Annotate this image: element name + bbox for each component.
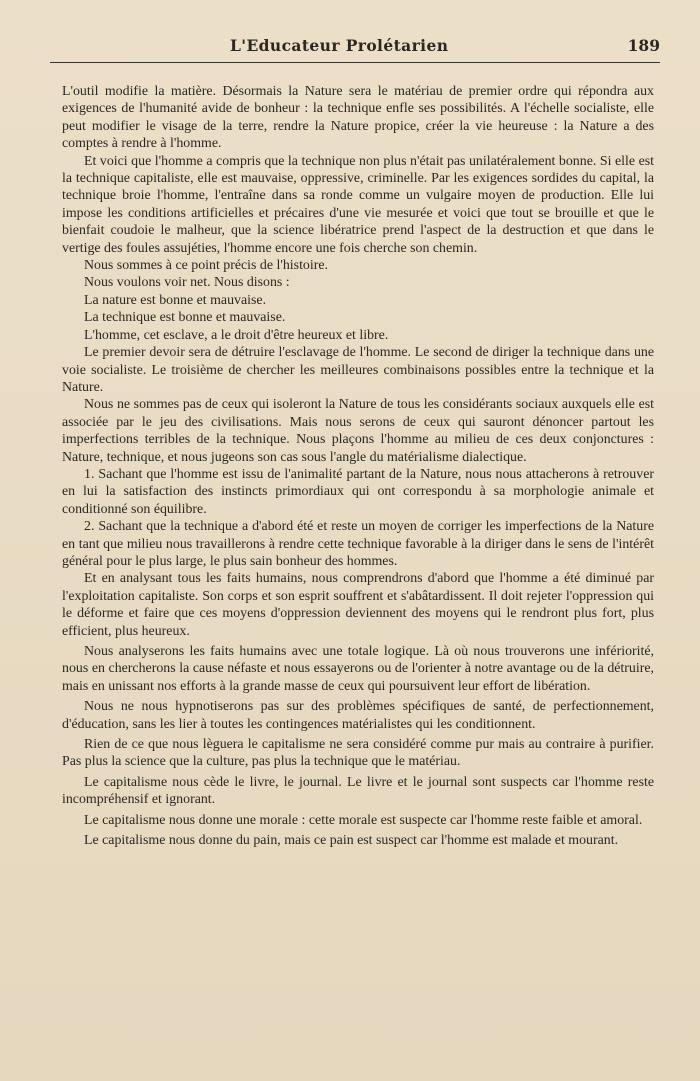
page-number: 189 <box>627 36 660 55</box>
running-title: L'Educateur Prolétarien <box>230 36 449 55</box>
body-text <box>62 83 654 849</box>
page-header <box>50 36 660 62</box>
paragraph: Rien de ce que nous lèguera le capitalisme ne sera considéré comme pur mais au contraire à purifier. Pas plus la science que la culture, pas plus la technique que le matériau. <box>62 737 654 770</box>
paragraph: 2. Sachant que la technique a d'abord été et reste un moyen de corriger les imperfections de la Nature en tant que milieu nous travaillerons à rendre cette technique favorable à la diriger dans le sens de l'intérêt général pour le plus large, le plus sain bonheur des hommes. <box>62 519 654 569</box>
paragraph: Le capitalisme nous donne une morale : cette morale est suspecte car l'homme reste faible et amoral. <box>84 812 643 828</box>
paragraph: 1. Sachant que l'homme est issu de l'animalité partant de la Nature, nous nous attacherons à retrouver en lui la satisfaction des instincts primordiaux qui ont correspondu à sa morphologie animale et conditionné son équilibre. <box>62 466 654 517</box>
paragraph: L'outil modifie la matière. Désormais la Nature sera le matériau de premier ordre qui répondra aux exigences de l'humanité avide de bonheur : la technique enfle ses possibilités. A l'échelle socialiste, elle peut modifier le visage de la terre, rendre la Nature propice, créer la vie heureuse : la Nature a des comptes à rendre à l'homme. <box>62 84 654 152</box>
paragraph: Nous voulons voir net. Nous disons : <box>84 275 290 291</box>
paragraph: Nous sommes à ce point précis de l'histoire. <box>84 258 328 274</box>
paragraph: Et en analysant tous les faits humains, nous comprendrons d'abord que l'homme a été diminué par l'exploitation capitaliste. Son corps et son esprit souffrent et s'abâtardissent. Il doit rejeter l'oppression qui le déforme et faire que ces moyens d'oppression deviennent des moyens qui le rendront plus fort, plus efficient, plus heureux. <box>62 571 654 639</box>
paragraph: La technique est bonne et mauvaise. <box>84 310 286 326</box>
header-rule <box>50 62 660 63</box>
paragraph: Le premier devoir sera de détruire l'esclavage de l'homme. Le second de diriger la technique dans une voie socialiste. Le troisième de chercher les meilleures combinaisons possibles entre la technique et la Nature. <box>62 345 654 395</box>
paragraph: L'homme, cet esclave, a le droit d'être heureux et libre. <box>84 327 389 343</box>
paragraph: Et voici que l'homme a compris que la technique non plus n'était pas unilatéralement bonne. Si elle est la technique capitaliste, elle est mauvaise, oppressive, criminelle. Par les exigences sordides du capital, la technique broie l'homme, l'entraîne dans sa ronde comme un vulgaire moyen de production. Elle lui impose les conditions artificielles et précaires d'une vie mesurée et voici que tout se brouille et que le bienfait coudoie le malheur, que la science libératrice prend l'aspect de la destruction et que dans le vertige des foules assujéties, l'homme encore une fois cherche son chemin. <box>62 153 654 256</box>
paragraph: Nous ne sommes pas de ceux qui isoleront la Nature de tous les considérants sociaux auxquels elle est associée par le jeu des civilisations. Mais nous serons de ceux qui sauront dénoncer partout les imperfections terribles de la technique. Nous plaçons l'homme au milieu de ces deux conjonctures : Nature, technique, et nous jugeons son cas sous l'angle du matérialisme dialectique. <box>62 397 654 465</box>
paragraph: La nature est bonne et mauvaise. <box>84 292 267 308</box>
paragraph: Nous analyserons les faits humains avec une totale logique. Là où nous trouverons une infériorité, nous en chercherons la cause néfaste et nous essayerons ou de l'orienter à notre avantage ou de la détruire, mais en unissant nos efforts à la grande masse de ceux qui poursuivent leur effort de libération. <box>62 644 654 694</box>
paragraph: Nous ne nous hypnotiserons pas sur des problèmes spécifiques de santé, de perfectionnement, d'éducation, sans les lier à toutes les contingences matérialistes qui les conditionnent. <box>62 699 654 732</box>
paragraph: Le capitalisme nous cède le livre, le journal. Le livre et le journal sont suspects car l'homme reste incompréhensif et ignorant. <box>62 774 654 808</box>
paragraph: Le capitalisme nous donne du pain, mais ce pain est suspect car l'homme est malade et mourant. <box>84 833 619 849</box>
